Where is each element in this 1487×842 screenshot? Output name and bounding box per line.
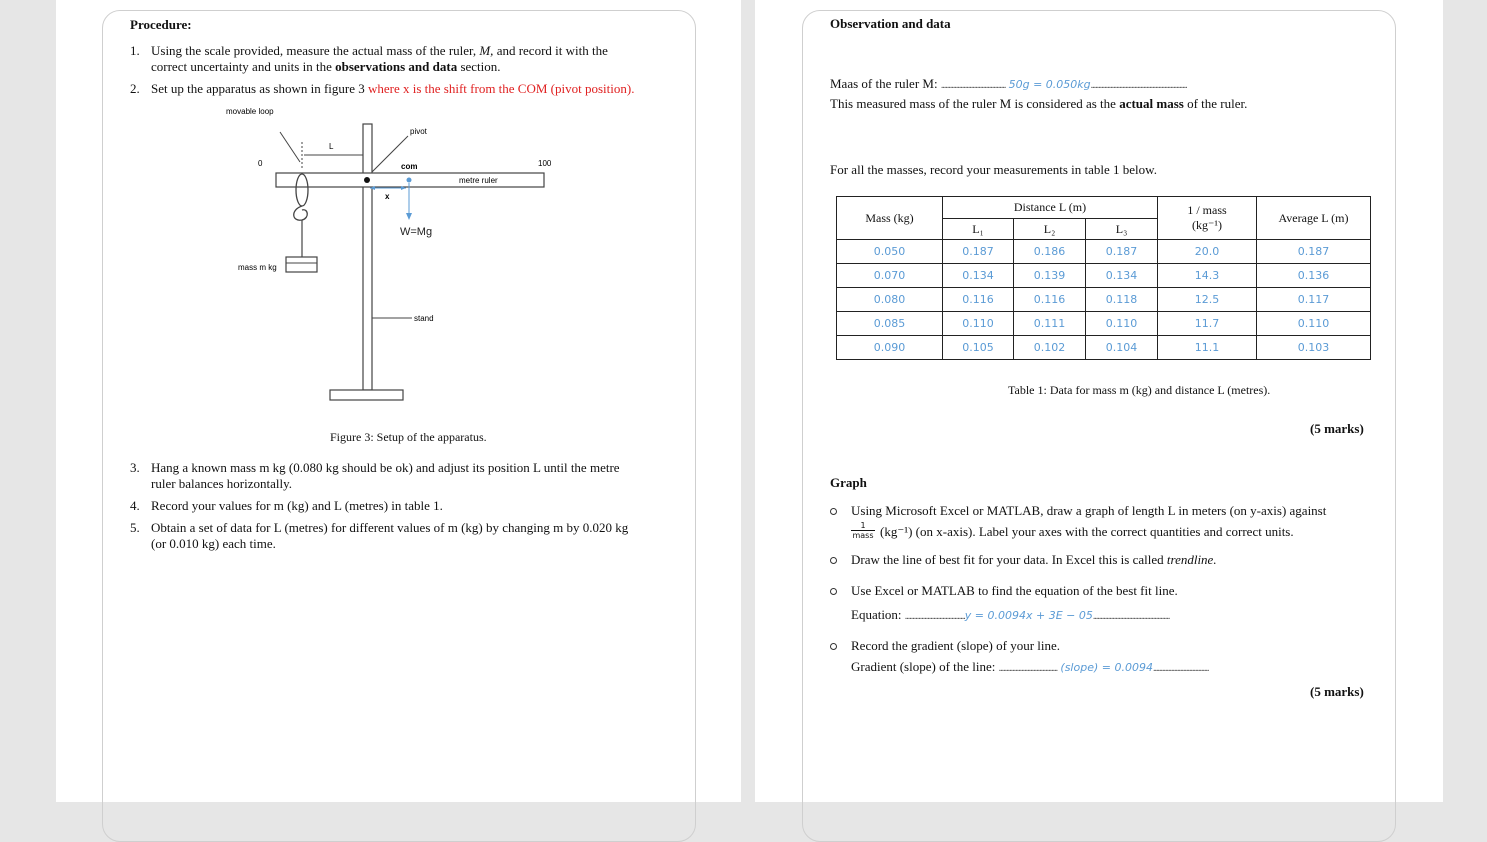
cell-l2: 0.139 (1014, 264, 1086, 288)
step-5-number: 5. (130, 520, 140, 535)
label-l: L (329, 142, 334, 151)
step-5-line-1: Obtain a set of data for L (metres) for different values of m (kg) by changing m by 0.020 kg (151, 520, 629, 535)
ruler-mass-note (830, 96, 1247, 112)
equation-label: Equation: (851, 607, 902, 622)
right-page-border (802, 10, 1396, 842)
cell-l1: 0.187 (943, 240, 1014, 264)
cell-average: 0.110 (1257, 312, 1371, 336)
cell-inverse-mass: 12.5 (1158, 288, 1257, 312)
cell-mass: 0.070 (837, 264, 943, 288)
hanging-mass (286, 257, 317, 272)
header-inverse-mass-label: 1 / mass (1187, 203, 1227, 217)
cell-l2: 0.111 (1014, 312, 1086, 336)
gradient-line (851, 659, 1208, 677)
equation-value: y = 0.0094x + 3E − 05 (964, 609, 1093, 622)
header-mass: Mass (kg) (837, 197, 943, 240)
header-l1: L₁ (943, 219, 1014, 240)
table-row (837, 264, 1371, 288)
step-1-bold: observations and data (335, 59, 458, 74)
header-distance: Distance L (m) (943, 197, 1158, 219)
step-1-var: M, (479, 43, 494, 58)
header-l2: L₂ (1014, 219, 1086, 240)
bullet-4-icon (830, 643, 837, 650)
dot-leader: ........................................... (940, 80, 1006, 91)
apparatus-figure (220, 100, 580, 410)
step-1-line-2 (151, 59, 501, 75)
step-1-text-b: and record it with the (493, 43, 608, 58)
dot-leader: ....................................... (998, 663, 1058, 674)
step-1-number: 1. (130, 43, 140, 58)
step-3-line-1: Hang a known mass m kg (0.080 kg should be ok) and adjust its position L until the metre (151, 460, 620, 475)
cell-mass: 0.085 (837, 312, 943, 336)
table-row (837, 240, 1371, 264)
fraction-numerator: 1 (851, 521, 875, 531)
observation-heading: Observation and data (830, 16, 951, 31)
label-metre-ruler: metre ruler (459, 176, 498, 185)
step-2-red-text: where x is the shift from the COM (pivot position). (367, 81, 635, 96)
procedure-heading: Procedure: (130, 17, 192, 32)
cell-mass: 0.090 (837, 336, 943, 360)
cell-mass: 0.080 (837, 288, 943, 312)
table-caption: Table 1: Data for mass m (kg) and distance L (metres). (1008, 383, 1271, 397)
dot-leader: ........................................ (904, 611, 965, 622)
label-weight: W=Mg (400, 226, 433, 238)
loop-pointer-line (280, 132, 300, 162)
dot-leader: ..................................... (1152, 663, 1209, 674)
header-average: Average L (m) (1257, 197, 1371, 240)
bullet-1-line-1: Using Microsoft Excel or MATLAB, draw a graph of length L in meters (on y-axis) against (851, 503, 1327, 518)
ruler-mass-label: Maas of the ruler M: (830, 76, 938, 91)
cell-average: 0.103 (1257, 336, 1371, 360)
cell-l1: 0.110 (943, 312, 1014, 336)
cell-average: 0.117 (1257, 288, 1371, 312)
cell-average: 0.187 (1257, 240, 1371, 264)
label-x: x (385, 192, 390, 201)
cell-l3: 0.134 (1086, 264, 1158, 288)
cell-inverse-mass: 14.3 (1158, 264, 1257, 288)
step-1-text-d: section. (457, 59, 501, 74)
gradient-label: Gradient (slope) of the line: (851, 659, 996, 674)
label-mass: mass m kg (238, 263, 277, 272)
dot-leader: ................................................... (1092, 611, 1170, 622)
step-1-text-c: correct uncertainty and units in the (151, 59, 336, 74)
marks-1: (5 marks) (1310, 421, 1364, 436)
bullet-2-line (851, 552, 1217, 568)
label-pivot: pivot (410, 127, 427, 136)
label-movable-loop: movable loop (226, 107, 274, 116)
table-row (837, 312, 1371, 336)
hook-shape (294, 206, 308, 220)
cell-mass: 0.050 (837, 240, 943, 264)
header-l3: L₃ (1086, 219, 1158, 240)
weight-arrow-head (406, 213, 412, 220)
graph-heading: Graph (830, 475, 867, 490)
fraction-denominator: mass (852, 531, 874, 540)
bullet-3-line: Use Excel or MATLAB to find the equation of the best fit line. (851, 583, 1178, 598)
step-3-line-2: ruler balances horizontally. (151, 476, 293, 491)
cell-l3: 0.104 (1086, 336, 1158, 360)
equation-line (851, 607, 1169, 625)
data-table (836, 196, 1371, 360)
step-4-number: 4. (130, 498, 140, 513)
bullet-1-icon (830, 508, 837, 515)
bullet-3-icon (830, 588, 837, 595)
label-com: com (401, 162, 418, 171)
step-5-line-2: (or 0.010 kg) each time. (151, 536, 276, 551)
mass-note-text-b: of the ruler. (1183, 96, 1248, 111)
pivot-dot (364, 177, 370, 183)
marks-2: (5 marks) (1310, 684, 1364, 699)
step-2-line (151, 81, 634, 97)
table-intro: For all the masses, record your measurements in table 1 below. (830, 162, 1157, 177)
cell-l3: 0.187 (1086, 240, 1158, 264)
stand-base (330, 390, 403, 400)
fraction-one-over-mass (851, 521, 875, 540)
gradient-value: (slope) = 0.0094 (1060, 661, 1153, 674)
ruler-mass-line (830, 76, 1187, 94)
cell-average: 0.136 (1257, 264, 1371, 288)
ruler-mass-value: 50g = 0.050kg (1008, 78, 1091, 91)
mass-note-text-a: This measured mass of the ruler M is considered as the (830, 96, 1120, 111)
mass-note-bold: actual mass (1119, 96, 1184, 111)
bullet-2-italic: trendline. (1166, 552, 1217, 567)
label-zero: 0 (258, 159, 263, 168)
table-row (837, 336, 1371, 360)
label-stand: stand (414, 314, 434, 323)
cell-l3: 0.118 (1086, 288, 1158, 312)
bullet-1-line-2: (kg⁻¹) (on x-axis). Label your axes with the correct quantities and correct units. (880, 524, 1294, 539)
cell-l1: 0.134 (943, 264, 1014, 288)
header-inverse-mass (1158, 197, 1257, 240)
bullet-2-icon (830, 557, 837, 564)
step-1-line-1 (151, 43, 608, 59)
cell-inverse-mass: 11.1 (1158, 336, 1257, 360)
cell-l1: 0.105 (943, 336, 1014, 360)
step-2-text: Set up the apparatus as shown in figure 3 (151, 81, 368, 96)
bullet-4-line: Record the gradient (slope) of your line. (851, 638, 1061, 653)
dot-leader: ................................................................ (1090, 80, 1187, 91)
step-4-line: Record your values for m (kg) and L (metres) in table 1. (151, 498, 443, 513)
header-inverse-mass-unit: (kg⁻¹) (1192, 218, 1222, 232)
cell-l1: 0.116 (943, 288, 1014, 312)
stand-pole (363, 124, 372, 390)
label-hundred: 100 (538, 159, 552, 168)
step-3-number: 3. (130, 460, 140, 475)
cell-l2: 0.186 (1014, 240, 1086, 264)
cell-l2: 0.102 (1014, 336, 1086, 360)
com-dot (407, 178, 412, 183)
table-row (837, 288, 1371, 312)
cell-l3: 0.110 (1086, 312, 1158, 336)
cell-l2: 0.116 (1014, 288, 1086, 312)
step-2-number: 2. (130, 81, 140, 96)
figure-caption: Figure 3: Setup of the apparatus. (330, 430, 487, 444)
bullet-2-text: Draw the line of best fit for your data. In Excel this is called (851, 552, 1167, 567)
cell-inverse-mass: 20.0 (1158, 240, 1257, 264)
cell-inverse-mass: 11.7 (1158, 312, 1257, 336)
step-1-text-a: Using the scale provided, measure the actual mass of the ruler, (151, 43, 480, 58)
